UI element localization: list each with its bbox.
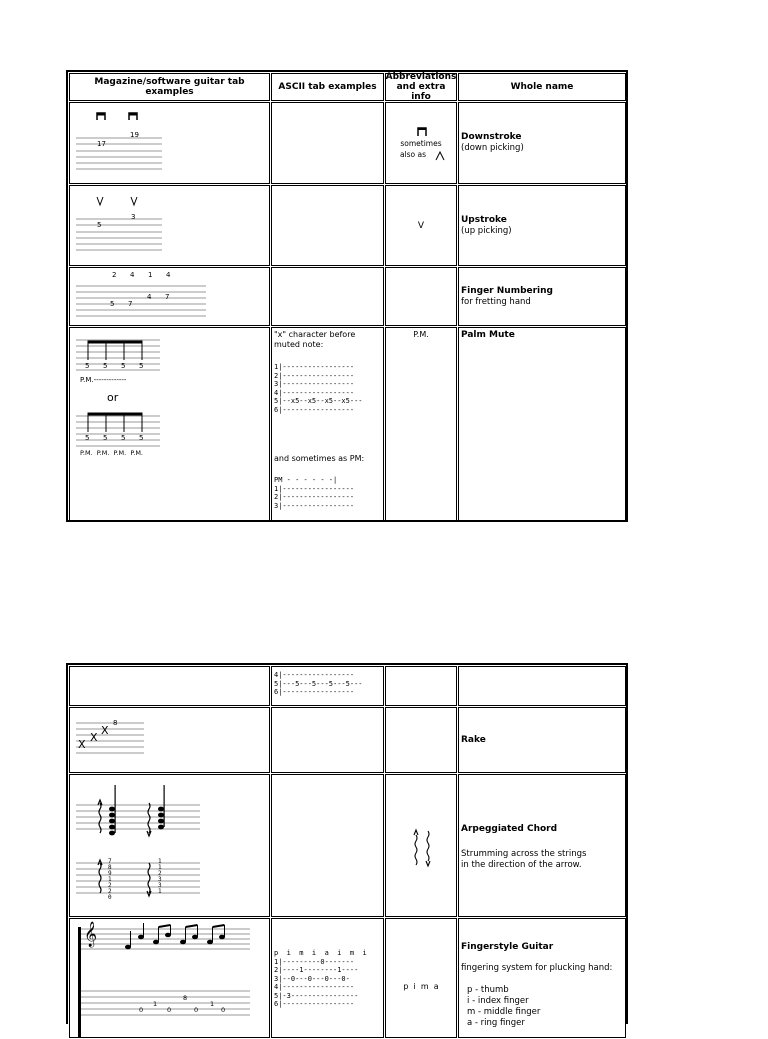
tab-number: 3 xyxy=(131,213,136,221)
table-row-upstroke xyxy=(68,185,626,266)
rake-mark: X xyxy=(78,738,86,751)
table-row-palm-mute xyxy=(68,327,626,521)
tab-notation-table-1 xyxy=(66,70,628,522)
abbr-sometimes: sometimes xyxy=(400,139,442,148)
arpeggio-tab-right xyxy=(158,859,162,895)
table-row-arpeggiated-chord xyxy=(68,774,626,917)
abbr-fingerstyle xyxy=(385,918,457,1038)
tab-number: 7 xyxy=(165,293,170,301)
whole-name-upstroke xyxy=(458,185,626,266)
ascii-tab: p i m i a i m i 1|---------0------- 2|----1--------1---- 3|--0---0---0---0- 4|----------------- 5|-3---------------- 6|----------------- xyxy=(274,949,367,1008)
finger-number: 4 xyxy=(130,271,135,279)
tab-number: 0 xyxy=(139,1006,144,1014)
tab-number: 5 xyxy=(139,362,144,370)
abbr-pima: p i m a xyxy=(403,982,439,991)
whole-name-rake xyxy=(458,707,626,773)
rake-tab-graphic xyxy=(70,708,271,774)
rake-mark: X xyxy=(90,731,98,744)
tab-number: 5 xyxy=(121,362,126,370)
finger-legend-item: m - middle finger xyxy=(467,1007,541,1017)
technique-desc: (down picking) xyxy=(461,143,524,153)
palm-mute-tab-graphic xyxy=(70,328,271,522)
whole-name-finger-numbering xyxy=(458,267,626,326)
finger-numbering-tab-graphic xyxy=(70,268,271,327)
tab-number: 8 xyxy=(183,994,188,1002)
technique-name: Palm Mute xyxy=(461,330,515,340)
pm-multi-label: P.M. P.M. P.M. P.M. xyxy=(80,449,143,457)
ascii-tab: 1|----------------- 2|----------------- 3|----------------- 4|----------------- 5|--x5--x5--x5--x5--- 6|----------------- xyxy=(274,363,363,414)
ascii-example-rake xyxy=(271,707,384,773)
tab-number: 5 xyxy=(103,434,108,442)
table-row-fingerstyle xyxy=(68,918,626,1038)
ascii-example-fingerstyle xyxy=(271,918,384,1038)
arpeggio-arrows-icon xyxy=(386,775,458,918)
ascii-tab-pm: PM - - - - - -| 1|----------------- 2|----------------- 3|----------------- xyxy=(274,476,355,510)
technique-desc: Strumming across the strings in the direction of the arrow. xyxy=(461,849,587,870)
technique-name: Upstroke xyxy=(461,215,507,225)
rake-mark: X xyxy=(101,724,109,737)
header-magazine: Magazine/software guitar tab examples xyxy=(69,73,270,101)
finger-number: 4 xyxy=(166,271,171,279)
finger-legend-item: a - ring finger xyxy=(467,1018,525,1028)
tab-number: 5 xyxy=(103,362,108,370)
abbr-continued xyxy=(385,666,457,706)
header-row xyxy=(68,73,626,101)
tab-number: 3 xyxy=(158,882,162,889)
abbr-also-as: also as xyxy=(399,150,427,159)
abbr-downstroke xyxy=(385,102,457,184)
table-row-rake xyxy=(68,707,626,773)
ascii-tab: 4|----------------- 5|---5---5---5---5--- 6|----------------- xyxy=(274,671,363,696)
abbr-rake xyxy=(385,707,457,773)
tab-number: 2 xyxy=(158,870,162,877)
tab-example-continued xyxy=(69,666,270,706)
upstroke-symbol: V xyxy=(417,221,425,231)
finger-legend-item: p - thumb xyxy=(467,985,509,995)
tab-number: 1 xyxy=(108,876,112,883)
header-abbreviations: Abbreviations and extra info xyxy=(385,72,457,102)
arpeggiated-chord-graphic xyxy=(70,775,271,918)
finger-legend-item: i - index finger xyxy=(467,996,529,1006)
tab-number: 19 xyxy=(130,131,139,139)
technique-name: Arpeggiated Chord xyxy=(461,824,558,834)
tab-example-arpeggiated xyxy=(69,774,270,917)
tab-number: 0 xyxy=(194,1006,199,1014)
tab-example-downstroke xyxy=(69,102,270,184)
tab-number: 5 xyxy=(85,362,90,370)
table-row-palm-mute-continued xyxy=(68,666,626,706)
tab-example-rake xyxy=(69,707,270,773)
technique-desc: (up picking) xyxy=(461,226,512,236)
fingerstyle-notation-graphic xyxy=(70,919,271,1039)
tab-number: 2 xyxy=(108,882,112,889)
tab-number: 1 xyxy=(210,1000,215,1008)
finger-number: 2 xyxy=(112,271,117,279)
arpeggio-tab-left xyxy=(108,859,112,901)
abbr-finger-numbering xyxy=(385,267,457,326)
tab-example-palm-mute xyxy=(69,327,270,521)
tab-number: 8 xyxy=(108,864,112,871)
tab-number: 0 xyxy=(221,1006,226,1014)
ascii-example-continued xyxy=(271,666,384,706)
ascii-example-downstroke xyxy=(271,102,384,184)
tab-number: 0 xyxy=(167,1006,172,1014)
tab-number: 1 xyxy=(158,888,162,895)
tab-notation-table-2 xyxy=(66,663,628,1028)
header-ascii: ASCII tab examples xyxy=(271,73,384,101)
technique-desc: for fretting hand xyxy=(461,297,531,307)
tab-number: 3 xyxy=(158,876,162,883)
tab-example-finger-numbering xyxy=(69,267,270,326)
or-label: or xyxy=(107,391,119,404)
tab-number: 7 xyxy=(108,858,112,865)
tab-number: 5 xyxy=(121,434,126,442)
tab-example-fingerstyle xyxy=(69,918,270,1038)
technique-name: Fingerstyle Guitar xyxy=(461,942,554,952)
tab-number: 4 xyxy=(147,293,152,301)
pm-label: P.M.------------- xyxy=(80,376,127,384)
header-whole-name: Whole name xyxy=(458,73,626,101)
ascii-example-arpeggiated xyxy=(271,774,384,917)
abbr-upstroke xyxy=(385,185,457,266)
whole-name-downstroke xyxy=(458,102,626,184)
technique-name: Finger Numbering xyxy=(461,286,553,296)
tab-number: 0 xyxy=(108,894,112,901)
whole-name-continued xyxy=(458,666,626,706)
whole-name-palm-mute xyxy=(458,327,626,521)
tab-number: 8 xyxy=(113,719,118,727)
whole-name-fingerstyle xyxy=(458,918,626,1038)
table-row-downstroke xyxy=(68,102,626,184)
ascii-mid: and sometimes as PM: xyxy=(274,454,365,463)
tab-number: 5 xyxy=(139,434,144,442)
tab-number: 9 xyxy=(108,870,112,877)
tab-number: 1 xyxy=(158,864,162,871)
technique-name: Rake xyxy=(461,735,486,745)
table-row-finger-numbering xyxy=(68,267,626,326)
tab-number: 7 xyxy=(128,300,133,308)
treble-clef-icon: 𝄞 xyxy=(84,922,98,947)
ascii-example-finger-numbering xyxy=(271,267,384,326)
ascii-example-palm-mute xyxy=(271,327,384,521)
finger-number: 1 xyxy=(148,271,153,279)
ascii-example-upstroke xyxy=(271,185,384,266)
abbr-pm: P.M. xyxy=(413,330,429,339)
tab-number: 5 xyxy=(85,434,90,442)
abbr-arpeggiated xyxy=(385,774,457,917)
tab-number: 1 xyxy=(158,858,162,865)
tab-number: 5 xyxy=(110,300,115,308)
technique-desc: fingering system for plucking hand: xyxy=(461,963,613,973)
whole-name-arpeggiated xyxy=(458,774,626,917)
tab-number: 1 xyxy=(153,1000,158,1008)
abbr-palm-mute xyxy=(385,327,457,521)
tab-number: 17 xyxy=(97,140,106,148)
ascii-intro: "x" character before muted note: xyxy=(274,330,356,349)
tab-number: 2 xyxy=(108,888,112,895)
tab-example-upstroke xyxy=(69,185,270,266)
technique-name: Downstroke xyxy=(461,132,522,142)
tab-number: 5 xyxy=(97,221,102,229)
